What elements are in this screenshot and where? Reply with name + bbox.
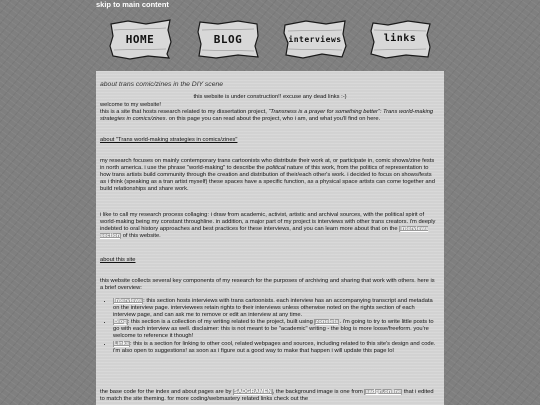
interviews-section-link[interactable]: interviews section — [100, 226, 429, 240]
links-link[interactable]: Links — [114, 340, 130, 347]
sadgramen-link[interactable]: SADGRAMEN — [234, 389, 272, 395]
about-site-heading[interactable]: about this site — [100, 257, 136, 263]
dissertation-title: “Transness is a prayer for something better”: Trans world-making strategies in comics/zines — [100, 109, 434, 123]
sadgrl-link[interactable]: sadgrl.online — [365, 389, 402, 395]
nav-interviews-label: interviews — [288, 35, 342, 44]
site-intro-paragraph: this website collects several key components of my research for the purposes of archiving and sharing that work with others. here is a brief overview: — [100, 278, 435, 292]
nav-interviews-button[interactable] — [282, 16, 348, 62]
intro-block — [100, 102, 438, 123]
page-title: about trans comic/zines in the DIY scene — [100, 81, 224, 88]
skip-to-main-link[interactable]: skip to main content — [96, 0, 169, 9]
nav-links-button[interactable] — [368, 16, 432, 62]
section-site — [100, 257, 438, 264]
construction-notice: this website is under construction!! excuse any dead links :-) — [193, 94, 347, 100]
interviews-link[interactable]: Interviews — [114, 298, 143, 304]
welcome-text: welcome to my website! — [100, 102, 162, 108]
list-item: • Blog: this section is a collection of my writing related to the project, built using zonelets. i'm going to try to write little posts to go with each interview as well. disclaimer: this is not meant to be "academic" writing - the blog is more loose/freeform. you're welcome to reference it though! — [113, 319, 438, 340]
list-item: • Links: this is a section for linking to other cool, related webpages and sources, including related to this site's design and code. i'm also open to suggestions! as soon as i figure out a good way to make that happen i will update this page lol — [113, 341, 438, 355]
section-project — [100, 137, 438, 144]
project-paragraph-2: i like to call my research process collaging: i draw from academic, activist, artistic and archival sources, with the political spirit of world-making being my constant throughline. in addition, a major part of my project is interviews with other trans creators. i'm deeply indebted to oral history approaches and best practices for these interviews, and you can learn more about that on the interviews section of this website. — [100, 212, 436, 240]
nav-bar — [96, 12, 444, 68]
intro-paragraph: this is a site that hosts research related to my dissertation project, “Transness is a prayer for something better”: Trans world-making strategies in comics/zines. on this page you can read about the project, who i am, and what you'll find on here. — [100, 109, 434, 123]
project-section-heading[interactable]: about "Trans world-making strategies in comics/zines" — [100, 137, 238, 143]
nav-home-button[interactable] — [108, 16, 172, 62]
nav-blog-button[interactable] — [196, 16, 260, 62]
zonelets-link[interactable]: zonelets — [315, 319, 339, 326]
credits-paragraph: the base code for the index and about pages are by SADGRAMEN, the background image is one from sadgrl.online that i edited to match the site theming. for more coding/webmastery related links check out the — [100, 389, 434, 403]
nav-links-label: links — [383, 33, 417, 44]
nav-blog-label: BLOG — [213, 33, 243, 46]
project-paragraph-1: my research focuses on mainly contemporary trans cartoonists who distribute their work at, or participate in, comic shows/zine fests in north america. i use the phrase "world-making" to describe the political nature of this work, from the politics of representation to how trans artists build community through the creation and distribution of their/each other's work. i decided to focus on shows/fests as i think (speaking as a tran artist myself) these spaces have a specific function, as a physical space artists can come together and build relationships and share work. — [100, 158, 435, 193]
nav-home-label: HOME — [125, 33, 155, 46]
blog-link[interactable]: Blog — [114, 319, 127, 326]
main-content — [96, 71, 444, 405]
site-overview-list — [100, 298, 438, 355]
list-item: • Interviews: this section hosts interviews with trans cartoonists. each interview has an accompanying transcript and metadata on the interview page. interviewees retain rights to their interviews unless otherwise noted on the rights section of each interview page, and can ask me to remove or edit an interview at any time. — [113, 298, 438, 319]
